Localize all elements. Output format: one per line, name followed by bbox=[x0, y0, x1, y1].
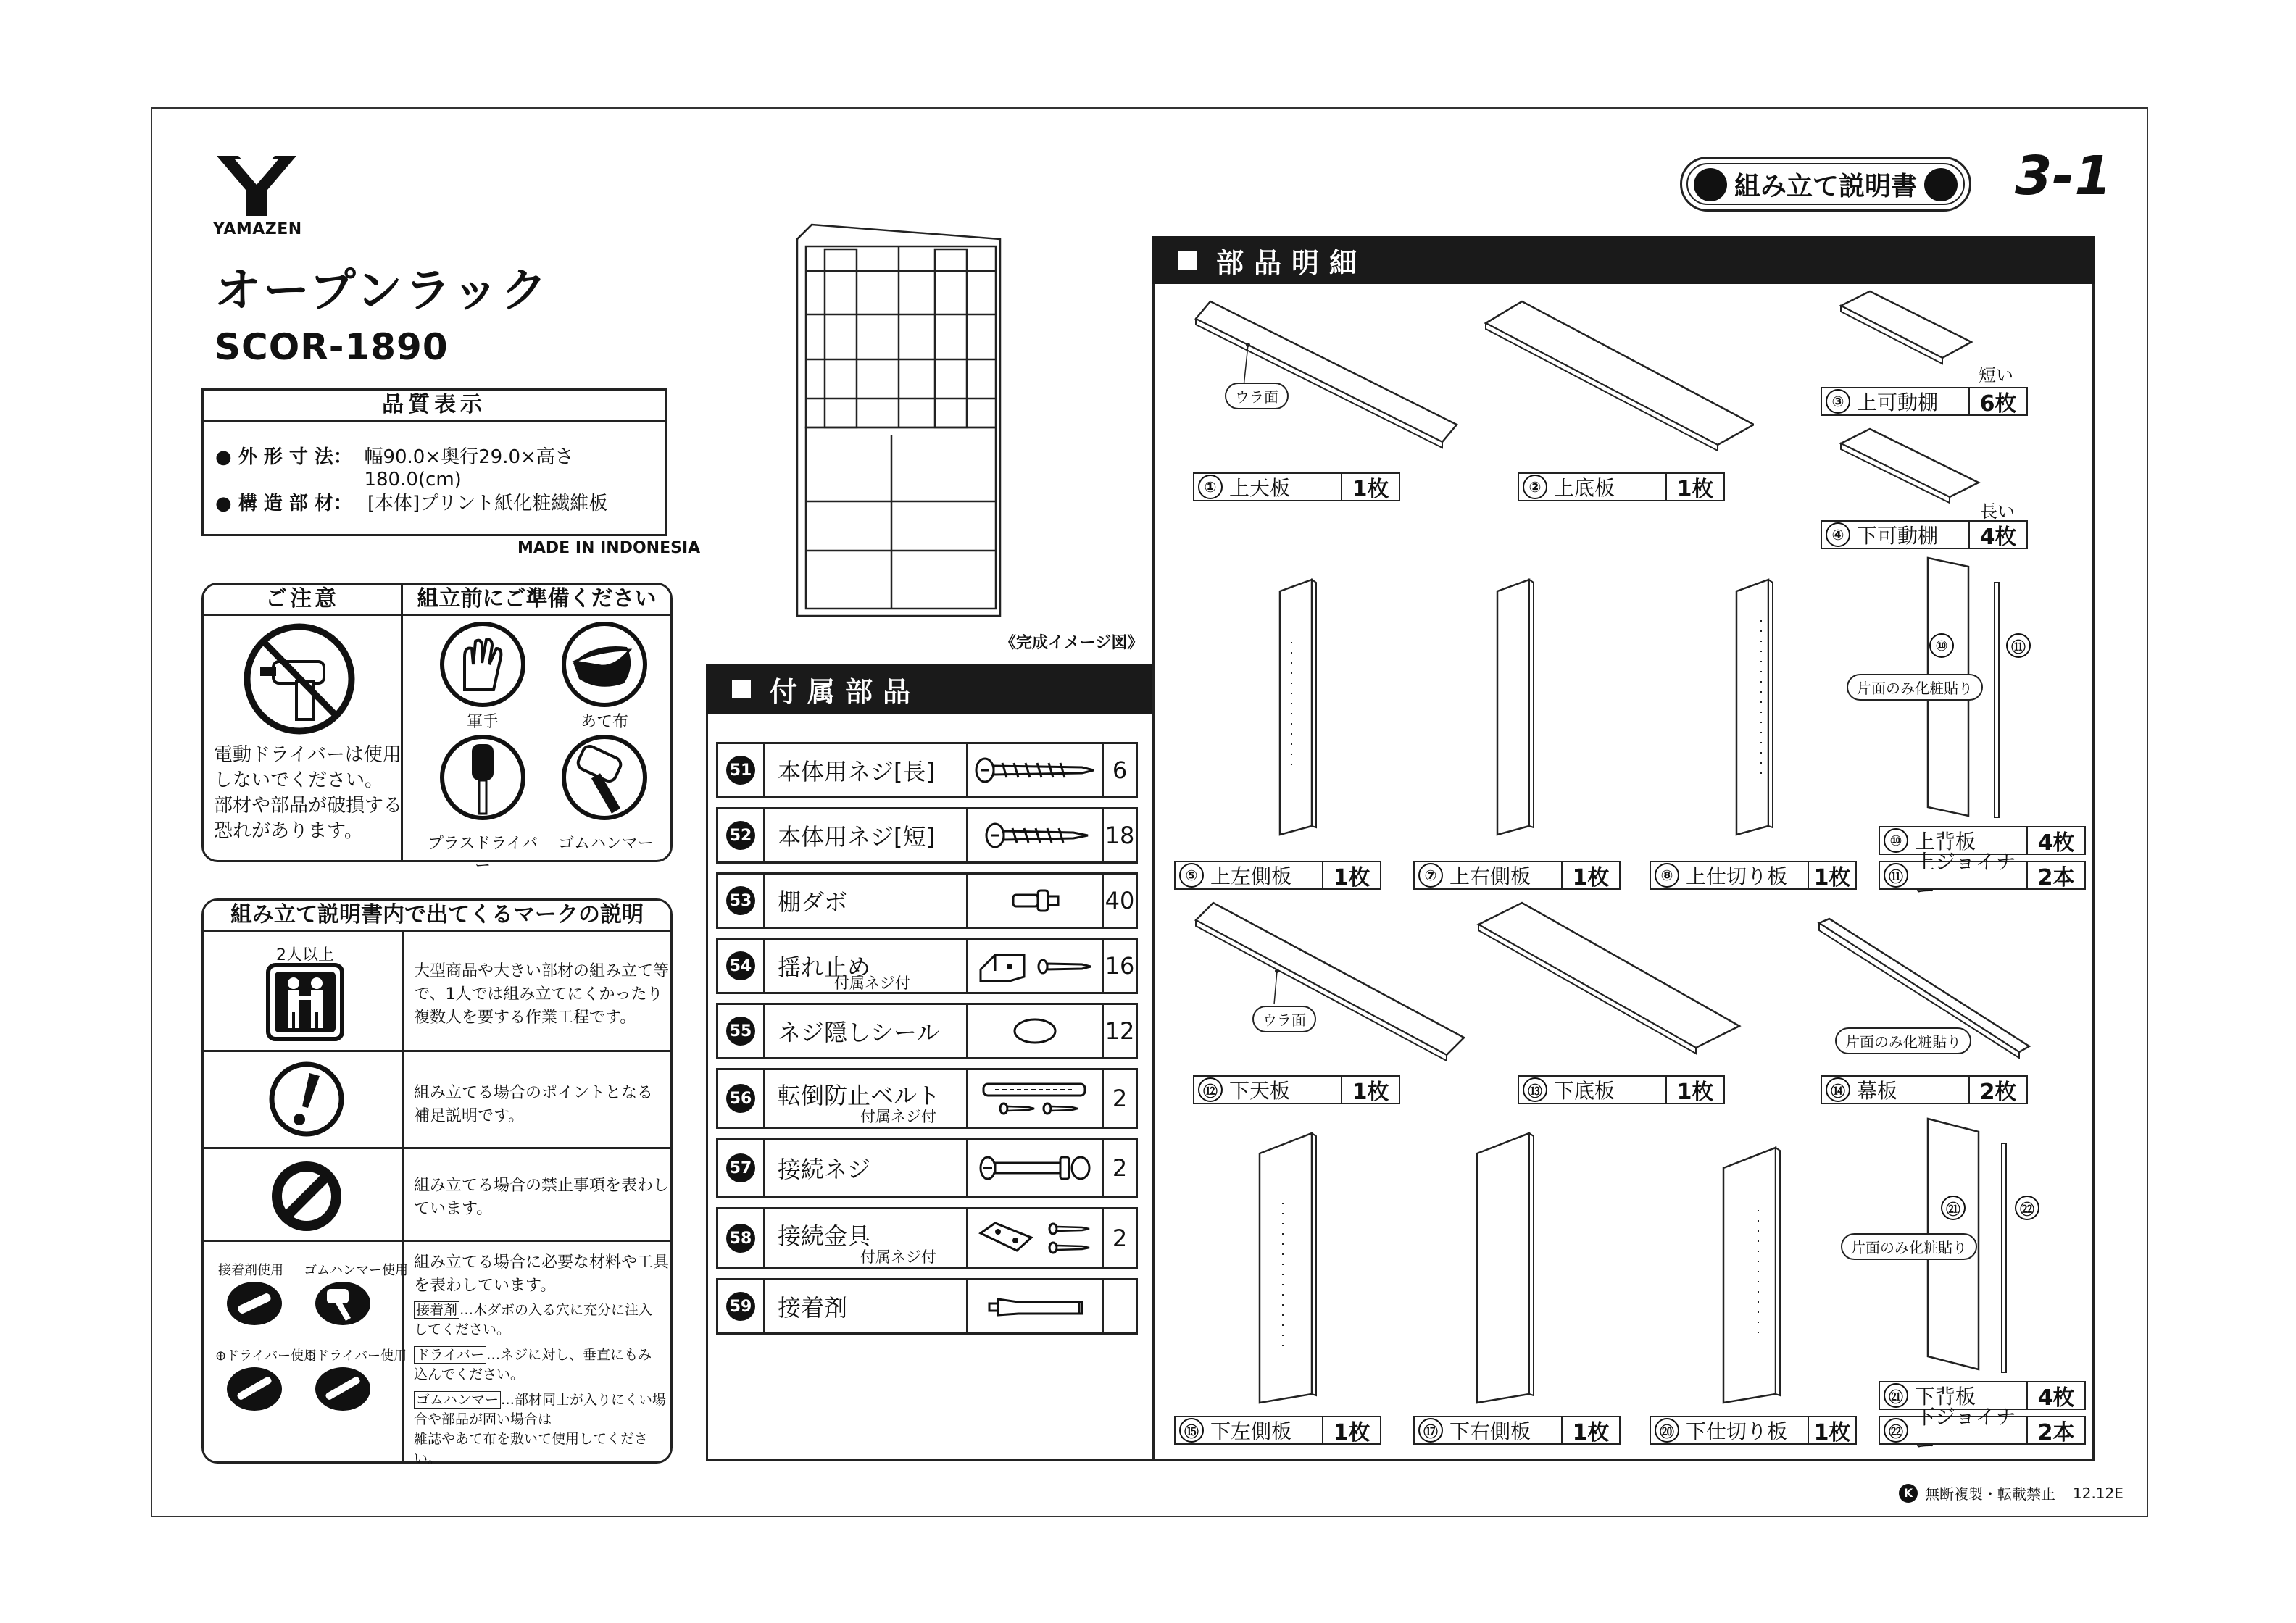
accessory-row bbox=[716, 742, 1138, 798]
mark-desc-tools: 組み立てる場合に必要な材料や工具 を表わしています。 bbox=[414, 1253, 670, 1295]
parts-header bbox=[1152, 236, 2095, 284]
quality-row: ● 外 形 寸 法： 幅90.0×奥行29.0×高さ180.0(cm) bbox=[215, 442, 665, 488]
mark-desc-point: 組み立てる場合のポイントとなる 補足説明です。 bbox=[414, 1084, 654, 1125]
marks-box bbox=[201, 898, 673, 1464]
image-caption: 《完成イメージ図》 bbox=[1000, 634, 1144, 652]
connecting-bracket-icon bbox=[973, 1216, 1097, 1261]
accessory-qty: 12 bbox=[1105, 1017, 1135, 1045]
finished-rack-illustration bbox=[790, 217, 1007, 623]
accessory-number: 58 bbox=[726, 1224, 755, 1253]
accessories-heading: 付属部品 bbox=[770, 675, 921, 708]
upper-divider-illustration bbox=[1732, 577, 1790, 838]
part-label-14: ⑭ 幕板 2枚 bbox=[1821, 1075, 2028, 1104]
prepare-heading: 組立前にご準備ください bbox=[417, 586, 657, 612]
part-label-15: ⑮ 下左側板 1枚 bbox=[1174, 1416, 1381, 1445]
prepare-label-cloth: あて布 bbox=[580, 713, 628, 731]
tool-label-glue: 接着剤使用 bbox=[218, 1263, 283, 1278]
accessory-row bbox=[716, 1138, 1138, 1198]
part-label-20: ⑳ 下仕切り板 1枚 bbox=[1650, 1416, 1857, 1445]
lower-top-board-illustration bbox=[1189, 898, 1478, 1065]
part-label-17: ⑰ 下右側板 1枚 bbox=[1413, 1416, 1621, 1445]
decor-label-upper: 片面のみ化粧貼り bbox=[1847, 674, 1983, 701]
lower-shelf-illustration bbox=[1834, 425, 1993, 512]
anti-tip-belt-icon bbox=[973, 1077, 1097, 1120]
rubber-hammer-icon bbox=[557, 734, 652, 821]
decor-label-lower: 片面のみ化粧貼り bbox=[1841, 1233, 1977, 1260]
part-tag-22: ㉒ bbox=[2015, 1196, 2039, 1220]
parts-heading: 部品明細 bbox=[1216, 246, 1368, 279]
glue-tube-icon bbox=[973, 1292, 1097, 1321]
gloves-icon bbox=[436, 621, 530, 708]
screwdriver-icon bbox=[436, 734, 530, 821]
accessory-number: 57 bbox=[726, 1153, 755, 1182]
accessory-number: 52 bbox=[726, 821, 755, 850]
page-number: 3-1 bbox=[2015, 145, 2112, 207]
accessory-row bbox=[716, 1003, 1138, 1059]
part-tag-11: ⑪ bbox=[2006, 633, 2031, 658]
short-label: 短い bbox=[1979, 365, 2013, 385]
accessory-name: 本体用ネジ[長] bbox=[778, 758, 935, 785]
caution-heading: ご注意 bbox=[204, 585, 403, 614]
tool-label-plus-driver: ⊕ドライバー使用 bbox=[215, 1348, 317, 1364]
tool-notes: 接着剤 …木ダボの入る穴に充分に注入 してください。 ドライバー …ネジに対し、垂直にもみ 込んでください。 ゴムハンマー …部材同士が入りにくい場 合や部品が固い場合は 雑誌やあて布を敷いて使用してください。 bbox=[414, 1302, 667, 1466]
accessory-qty: 16 bbox=[1105, 952, 1135, 980]
brand-logo bbox=[213, 152, 300, 239]
mark-desc-prohibited: 組み立てる場合の禁止事項を表わし ています。 bbox=[414, 1177, 670, 1218]
two-people-icon bbox=[266, 963, 344, 1041]
ura-label-lower: ウラ面 bbox=[1252, 1006, 1316, 1032]
product-title: オープンラック bbox=[215, 264, 549, 318]
prepare-label-hammer: ゴムハンマー bbox=[557, 835, 654, 853]
prepare-label-screwdriver: プラスドライバー bbox=[427, 835, 538, 875]
quality-label: 外 形 寸 法： bbox=[238, 446, 352, 468]
long-screw-icon bbox=[973, 756, 1097, 785]
bottom-board-illustration bbox=[1478, 297, 1754, 456]
quality-row: ● 構 造 部 材： [本体]プリント紙化粧繊維板 bbox=[215, 488, 665, 535]
no-power-drill-icon bbox=[241, 621, 357, 737]
accessory-number: 51 bbox=[726, 756, 755, 785]
minus-driver-use-icon bbox=[312, 1363, 373, 1414]
accessory-number: 54 bbox=[726, 951, 755, 980]
part-label-12: ⑫ 下天板 1枚 bbox=[1193, 1075, 1400, 1104]
caution-box bbox=[201, 583, 673, 875]
part-label-13: ⑬ 下底板 1枚 bbox=[1518, 1075, 1725, 1104]
part-label-1: ① 上天板 1枚 bbox=[1193, 472, 1400, 501]
accessories-header bbox=[706, 664, 1152, 714]
part-label-11: ⑪ 上ジョイナー 2本 bbox=[1879, 861, 2086, 890]
short-screw-icon bbox=[973, 821, 1097, 850]
accessory-name: 揺れ止め bbox=[778, 954, 871, 981]
copyright-k-icon: K bbox=[1899, 1484, 1918, 1503]
pill-dot-right bbox=[1924, 168, 1958, 201]
screw-cover-seal-icon bbox=[1006, 1017, 1064, 1046]
part-tag-10: ⑩ bbox=[1929, 633, 1954, 658]
part-label-10: ⑩ 上背板 4枚 bbox=[1879, 826, 2086, 855]
quality-box bbox=[201, 388, 667, 536]
prohibited-icon bbox=[267, 1157, 346, 1235]
yamazen-logo-icon bbox=[213, 152, 300, 217]
footer-date: 12.12E bbox=[2073, 1484, 2124, 1502]
accessory-row bbox=[716, 807, 1138, 864]
accessory-name: 接続金具 bbox=[778, 1222, 871, 1250]
hammer-use-icon bbox=[312, 1277, 373, 1328]
accessories-list bbox=[716, 742, 1138, 1335]
accessory-qty: 2 bbox=[1112, 1224, 1128, 1252]
accessory-name: 接続ネジ bbox=[778, 1156, 871, 1183]
accessory-name: ネジ隠しシール bbox=[778, 1019, 940, 1046]
plus-driver-use-icon bbox=[224, 1363, 285, 1414]
accessory-row bbox=[716, 938, 1138, 994]
accessory-row bbox=[716, 1068, 1138, 1129]
accessory-number: 59 bbox=[726, 1292, 755, 1321]
part-label-3: ③ 上可動棚 6枚 bbox=[1821, 387, 2028, 416]
prepare-label-gloves: 軍手 bbox=[466, 713, 499, 731]
accessory-qty: 40 bbox=[1105, 887, 1135, 914]
accessory-sub: 付属ネジ付 bbox=[860, 1108, 936, 1125]
lower-bottom-board-illustration bbox=[1471, 898, 1747, 1065]
origin-label: MADE IN INDONESIA bbox=[517, 539, 701, 557]
part-tag-21: ㉑ bbox=[1941, 1196, 1966, 1220]
quality-heading: 品質表示 bbox=[204, 391, 665, 422]
part-label-21: ㉑ 下背板 4枚 bbox=[1879, 1381, 2086, 1410]
part-label-22: ㉒ 下ジョイナー 2本 bbox=[1879, 1416, 2086, 1445]
long-label: 長い bbox=[1980, 501, 2015, 522]
caution-text: 電動ドライバーは使用 しないでください。 部材や部品が破損する 恐れがあります。 bbox=[214, 744, 403, 842]
part-label-7: ⑦ 上右側板 1枚 bbox=[1413, 861, 1621, 890]
accessory-sub: 付属ネジ付 bbox=[860, 1248, 936, 1266]
quality-label: 構 造 部 材： bbox=[238, 493, 352, 514]
accessory-name: 転倒防止ベルト bbox=[778, 1082, 941, 1109]
tool-label-hammer: ゴムハンマー使用 bbox=[304, 1263, 408, 1278]
accessory-name: 接着剤 bbox=[778, 1294, 848, 1322]
part-label-4: ④ 下可動棚 4枚 bbox=[1821, 520, 2028, 549]
footer bbox=[1899, 1482, 2124, 1503]
footer-notice: 無断複製・転載禁止 bbox=[1925, 1485, 2055, 1503]
upper-left-side-illustration bbox=[1276, 577, 1334, 838]
connecting-screw-icon bbox=[973, 1150, 1097, 1186]
product-model: SCOR-1890 bbox=[215, 326, 449, 368]
accessory-qty: 18 bbox=[1105, 822, 1135, 849]
accessory-row bbox=[716, 1207, 1138, 1269]
accessory-qty: 6 bbox=[1112, 756, 1128, 784]
accessory-qty: 2 bbox=[1112, 1154, 1128, 1182]
part-label-8: ⑧ 上仕切り板 1枚 bbox=[1650, 861, 1857, 890]
marks-heading: 組み立て説明書内で出てくるマークの説明 bbox=[204, 901, 670, 932]
top-board-illustration bbox=[1189, 297, 1464, 456]
decor-label-plinth: 片面のみ化粧貼り bbox=[1835, 1027, 1971, 1054]
quality-value: 幅90.0×奥行29.0×高さ180.0(cm) bbox=[364, 446, 574, 491]
lower-right-side-illustration bbox=[1471, 1130, 1551, 1406]
tool-label-minus-driver: ⊖ドライバー使用 bbox=[305, 1348, 407, 1364]
shelf-dowel-icon bbox=[1006, 886, 1064, 915]
upper-right-side-illustration bbox=[1493, 577, 1551, 838]
mark-desc-two-people: 大型商品や大きい部材の組み立て等 で、1人では組み立てにくかったり 複数人を要する作業工程です。 bbox=[414, 962, 670, 1027]
part-label-5: ⑤ 上左側板 1枚 bbox=[1174, 861, 1381, 890]
accessory-sub: 付属ネジ付 bbox=[834, 975, 910, 992]
manual-label: 組み立て説明書 bbox=[1734, 171, 1917, 201]
accessory-number: 53 bbox=[726, 886, 755, 915]
brand-name: YAMAZEN bbox=[213, 220, 302, 238]
accessory-row bbox=[716, 872, 1138, 929]
part-label-2: ② 上底板 1枚 bbox=[1518, 472, 1725, 501]
two-people-label: 2人以上 bbox=[276, 946, 334, 964]
manual-label-pill bbox=[1680, 157, 1971, 212]
accessory-number: 56 bbox=[726, 1084, 755, 1113]
accessory-qty: 2 bbox=[1112, 1085, 1128, 1112]
lower-left-side-illustration bbox=[1254, 1130, 1334, 1406]
lower-divider-illustration bbox=[1718, 1145, 1797, 1406]
exclamation-icon bbox=[267, 1060, 346, 1138]
quality-value: [本体]プリント紙化粧繊維板 bbox=[367, 493, 608, 514]
anti-sway-bracket-icon bbox=[973, 948, 1097, 984]
glue-use-icon bbox=[224, 1277, 285, 1328]
pill-dot-left bbox=[1694, 168, 1727, 201]
upper-shelf-illustration bbox=[1834, 287, 1993, 374]
accessory-name: 本体用ネジ[短] bbox=[778, 823, 935, 851]
accessory-row bbox=[716, 1278, 1138, 1335]
accessory-name: 棚ダボ bbox=[778, 888, 848, 916]
accessory-number: 55 bbox=[726, 1017, 755, 1046]
cloth-icon bbox=[557, 621, 652, 708]
ura-label: ウラ面 bbox=[1225, 383, 1289, 409]
